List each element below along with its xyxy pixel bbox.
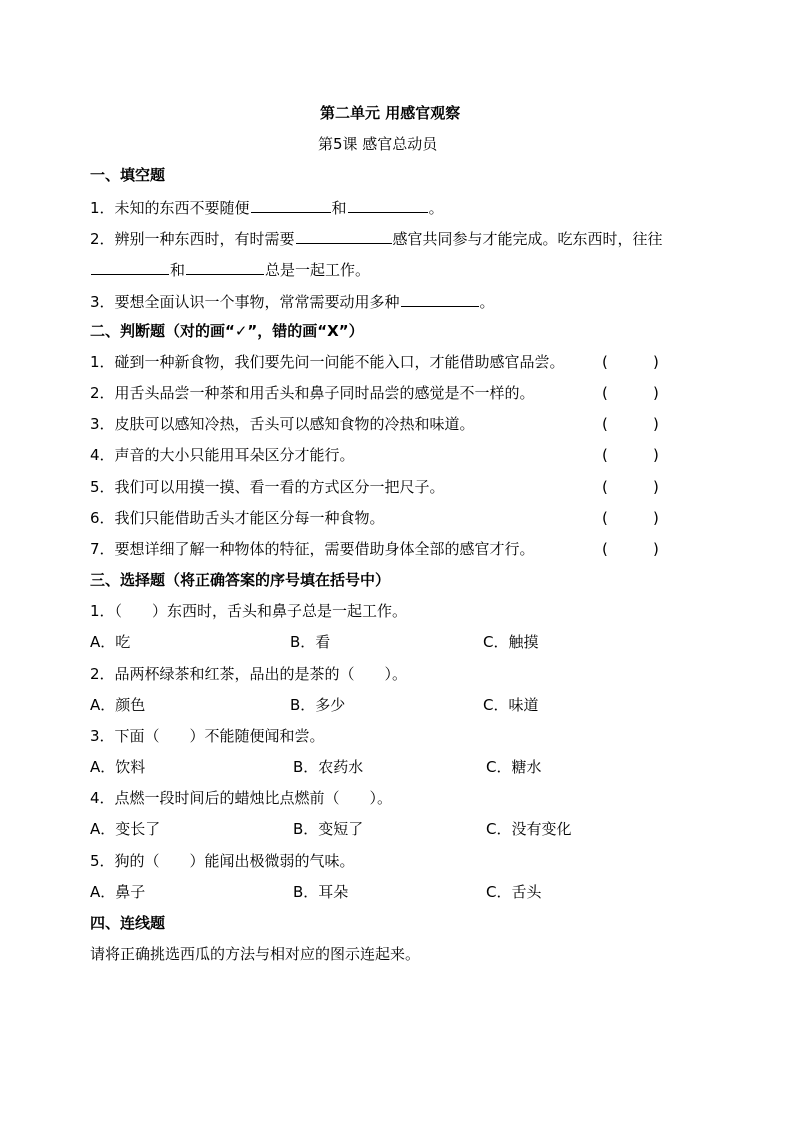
answer-blank[interactable] <box>348 197 428 213</box>
answer-blank[interactable] <box>91 259 169 275</box>
choice-option-c[interactable]: C．没有变化 <box>486 820 572 838</box>
choice-option-a[interactable]: A．吃 <box>90 633 131 651</box>
fill-question-3 <box>90 291 495 312</box>
fill-q1-end: 。 <box>428 199 444 217</box>
fill-question-2-cont <box>90 259 370 280</box>
choice-option-c[interactable]: C．触摸 <box>483 633 539 651</box>
fill-q3-text: 3．要想全面认识一个事物，常常需要动用多种 <box>90 293 400 311</box>
choice-option-b[interactable]: B．变短了 <box>293 820 364 838</box>
fill-q1-text: 1．未知的东西不要随便 <box>90 199 250 217</box>
fill-q2b-and: 和 <box>170 261 186 279</box>
choice-question: 1．（ ）东西时，舌头和鼻子总是一起工作。 <box>90 602 408 620</box>
fill-q3-end: 。 <box>479 293 495 311</box>
judge-item: 1．碰到一种新食物，我们要先问一问能不能入口，才能借助感官品尝。 <box>90 353 565 371</box>
fill-q2b-end: 总是一起工作。 <box>265 261 371 279</box>
section-heading-choice: 三、选择题（将正确答案的序号填在括号中） <box>90 571 391 589</box>
judge-item: 7．要想详细了解一种物体的特征，需要借助身体全部的感官才行。 <box>90 540 535 558</box>
answer-paren-open: ( <box>602 415 608 433</box>
choice-option-a[interactable]: A．饮料 <box>90 758 146 776</box>
answer-paren-close: ) <box>653 509 659 527</box>
choice-option-c[interactable]: C．糖水 <box>486 758 542 776</box>
judge-item: 5．我们可以用摸一摸、看一看的方式区分一把尺子。 <box>90 478 445 496</box>
answer-paren-open: ( <box>602 384 608 402</box>
choice-option-c[interactable]: C．味道 <box>483 696 539 714</box>
answer-paren-open: ( <box>602 509 608 527</box>
answer-blank[interactable] <box>251 197 331 213</box>
answer-blank[interactable] <box>186 259 264 275</box>
choice-question: 4．点燃一段时间后的蜡烛比点燃前（ ）。 <box>90 789 393 807</box>
match-instruction: 请将正确挑选西瓜的方法与相对应的图示连起来。 <box>90 945 421 963</box>
choice-option-b[interactable]: B．耳朵 <box>293 883 349 901</box>
answer-paren-close: ) <box>653 540 659 558</box>
judge-item: 6．我们只能借助舌头才能区分每一种食物。 <box>90 509 385 527</box>
choice-question: 3．下面（ ）不能随便闻和尝。 <box>90 727 325 745</box>
answer-paren-close: ) <box>653 353 659 371</box>
choice-option-c[interactable]: C．舌头 <box>486 883 542 901</box>
fill-q1-and: 和 <box>331 199 347 217</box>
answer-paren-open: ( <box>602 446 608 464</box>
page-subtitle: 第5课 感官总动员 <box>318 135 438 153</box>
choice-option-b[interactable]: B．看 <box>290 633 331 651</box>
choice-question: 2．品两杯绿茶和红茶，品出的是茶的（ ）。 <box>90 665 408 683</box>
choice-option-b[interactable]: B．农药水 <box>293 758 364 776</box>
section-heading-judge: 二、判断题（对的画“✓”，错的画“X”） <box>90 322 364 340</box>
section-heading-match: 四、连线题 <box>90 914 166 932</box>
judge-item: 4．声音的大小只能用耳朵区分才能行。 <box>90 446 355 464</box>
answer-paren-open: ( <box>602 540 608 558</box>
answer-paren-close: ) <box>653 415 659 433</box>
fill-q2-text: 2．辨别一种东西时，有时需要 <box>90 230 295 248</box>
fill-question-2 <box>90 228 663 249</box>
fill-q2-text-b: 感官共同参与才能完成。吃东西时，往往 <box>392 230 663 248</box>
section-heading-fill: 一、填空题 <box>90 166 166 184</box>
fill-question-1 <box>90 197 444 218</box>
answer-paren-close: ) <box>653 446 659 464</box>
answer-paren-close: ) <box>653 384 659 402</box>
page-title: 第二单元 用感官观察 <box>320 104 461 122</box>
answer-paren-open: ( <box>602 478 608 496</box>
choice-option-b[interactable]: B．多少 <box>290 696 346 714</box>
answer-blank[interactable] <box>401 291 479 307</box>
judge-item: 2．用舌头品尝一种茶和用舌头和鼻子同时品尝的感觉是不一样的。 <box>90 384 535 402</box>
answer-blank[interactable] <box>296 228 392 244</box>
choice-option-a[interactable]: A．变长了 <box>90 820 161 838</box>
choice-question: 5．狗的（ ）能闻出极微弱的气味。 <box>90 852 355 870</box>
answer-paren-close: ) <box>653 478 659 496</box>
choice-option-a[interactable]: A．鼻子 <box>90 883 146 901</box>
judge-item: 3．皮肤可以感知冷热，舌头可以感知食物的冷热和味道。 <box>90 415 475 433</box>
choice-option-a[interactable]: A．颜色 <box>90 696 146 714</box>
answer-paren-open: ( <box>602 353 608 371</box>
